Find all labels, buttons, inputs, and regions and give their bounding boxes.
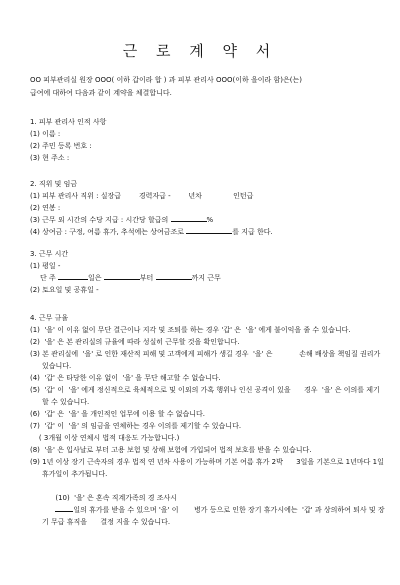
rule-item: (5) '갑' 이 '을' 에게 정신적으로 육체적으로 및 이외의 가혹 행위나 인신 공격이 있을 경우 '을' 은 이의를 제기할 수 있습니다. xyxy=(30,386,380,406)
section-work-rules xyxy=(30,312,385,540)
intro-paragraph xyxy=(30,74,380,100)
rule-item: (8) '을' 은 입사날로 부터 고용 보험 및 상해 보험에 가입되어 법적 보호를 받을 수 있습니다. xyxy=(30,446,312,454)
work-schedule-line: 단 주 일은 부터 까지 근무 xyxy=(40,274,221,282)
leave-days-blank xyxy=(55,504,73,512)
weekend-field: (2) 토요일 및 공휴일 - xyxy=(30,286,99,294)
overtime-rate-blank xyxy=(171,214,207,222)
start-time-blank xyxy=(104,272,140,280)
section-heading: 2. 직위 및 임금 xyxy=(30,180,78,188)
end-time-blank xyxy=(156,272,192,280)
rule-item: (1) '을' 이 이유 없이 무단 결근이나 지각 및 조퇴를 하는 경우 '갑' 은 '을' 에게 불이익을 줄 수 있습니다. xyxy=(30,326,351,334)
document-title: 근 로 계 약 서 xyxy=(122,42,278,60)
salary-field: (2) 연봉 : xyxy=(30,204,61,212)
address-field: (3) 현 주소 : xyxy=(30,154,70,162)
section-work-hours xyxy=(30,248,385,296)
overtime-field: (3) 근무 외 시간의 수당 지급 : 시간당 할급의 % xyxy=(30,216,214,224)
intro-line: 급여에 대하여 다음과 같이 계약을 체결합니다. xyxy=(30,89,172,97)
bonus-field: (4) 상여금 : 구정, 여름 휴가, 추석에는 상여금조로 를 지급 한다. xyxy=(30,228,273,236)
rule-item: (10) '을' 은 혼속 직계가족의 경 조사시 일의 휴가를 받을 수 있으며 '을' 이 병가 등으로 인한 장기 휴가시에는 '갑' 과 상의하여 퇴사 및 장기 무급 휴직을 결정 지을 수 있습니다. xyxy=(42,494,385,526)
rule-item: (4) '갑' 은 타당한 이유 없이 '을' 을 무단 해고할 수 없습니다. xyxy=(30,374,221,382)
intro-line: OO 피부관리실 원장 OOO( 이하 갑이라 합 ) 과 피부 관리사 OOO(이하 을이라 함)은(는) xyxy=(30,76,302,84)
section-heading: 3. 근무 시간 xyxy=(30,250,69,258)
name-field: (1) 이름 : xyxy=(30,130,61,138)
section-personal-info xyxy=(30,116,385,164)
days-blank xyxy=(58,272,88,280)
section-position-wage xyxy=(30,178,385,238)
weekday-field: (1) 평일 - xyxy=(30,262,61,270)
resident-number-field: (2) 주민 등록 번호 : xyxy=(30,142,92,150)
rule-item: (3) 본 관리실에 '을' 로 인한 재산적 피해 및 고객에게 피해가 생길 경우 '을' 은 손해 배상을 책임질 권리가 있습니다. xyxy=(30,350,383,370)
section-heading: 1. 피부 관리사 인적 사항 xyxy=(30,118,107,126)
rule-item: (2) '을' 은 본 관리실의 규율에 따라 성실히 근무할 것을 확인합니다. xyxy=(30,338,240,346)
rule-note: ( 3개월 이상 연체시 법적 대응도 가능합니다.) xyxy=(30,434,180,442)
rule-item: (6) '갑' 은 '을' 을 개인적인 업무에 이용 할 수 없습니다. xyxy=(30,410,206,418)
section-heading: 4. 근무 규율 xyxy=(30,314,69,322)
rule-item: (7) '갑' 이 '을' 의 임금을 연체하는 경우 이의를 제기할 수 있습니다. xyxy=(30,422,242,430)
bonus-amount-blank xyxy=(186,226,232,234)
position-field: (1) 피부 관리사 직위 : 실장급 경력자급 - 년차 인턴급 xyxy=(30,192,254,200)
rule-item: (9) 1년 이상 장기 근속자의 경우 법적 연 년차 사용이 가능하며 기본 여름 휴가 2박 3일을 기본으로 1년마다 1일 휴가일이 추가됩니다. xyxy=(30,458,387,478)
